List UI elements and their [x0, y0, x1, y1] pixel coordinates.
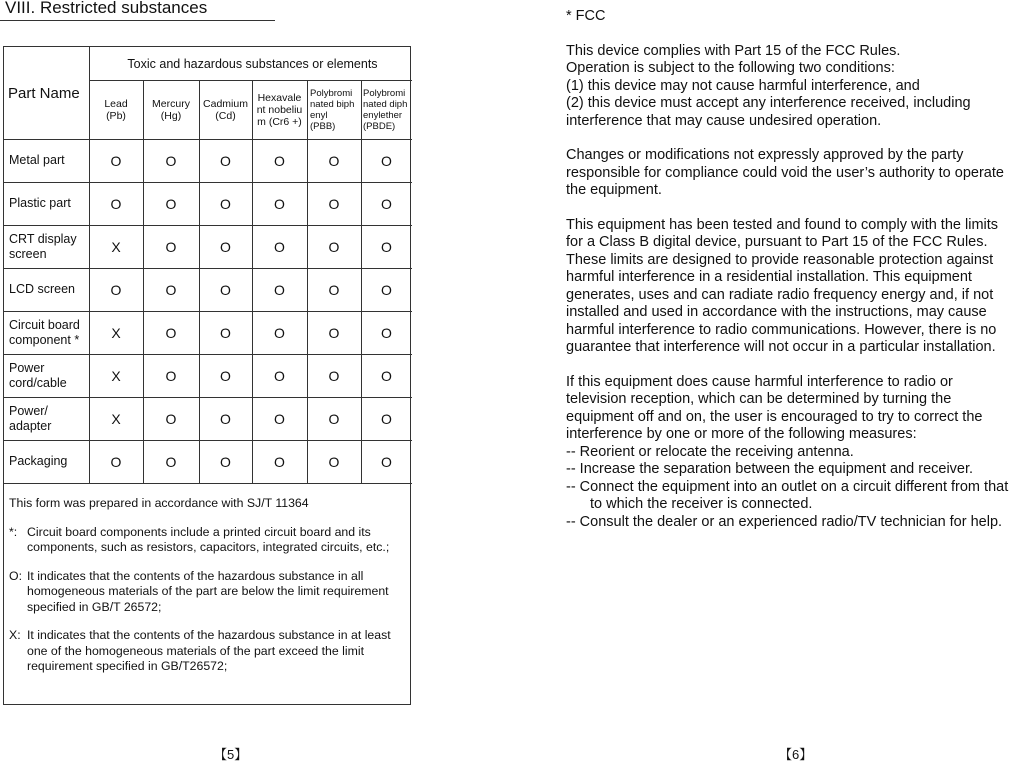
table-cell: X [111, 238, 121, 255]
substance-header-pbde: Polybromi nated diph enylether (PBDE) [363, 87, 408, 132]
row-label-power-adapter: Power/ adapter [9, 403, 52, 433]
section-title: VIII. Restricted substances [5, 0, 208, 17]
note-o: O: It indicates that the contents of the hazardous substance in all homogeneous materials of the part are below the limit requirement specified in GB/T 26572; [9, 568, 389, 614]
table-cell: X [111, 324, 121, 341]
table-cell: O [220, 324, 231, 341]
table-cell: O [274, 367, 285, 384]
table-rule [4, 483, 412, 484]
table-cell: O [328, 324, 340, 341]
page-number: 【5】 [214, 747, 248, 762]
row-label-packaging: Packaging [9, 454, 68, 468]
table-cell: O [328, 367, 340, 384]
table-cell: O [381, 195, 392, 212]
table-cell: O [381, 281, 392, 298]
table-cell: O [381, 410, 392, 427]
table-cell: O [328, 152, 340, 169]
note-asterisk: *: Circuit board components include a printed circuit board and its components, such as resistors, capacitors, integrated circuits, etc.; [9, 524, 390, 554]
substance-header-lead: Lead (Pb) [104, 97, 128, 122]
notes-intro: This form was prepared in accordance with SJ/T 11364 [9, 496, 309, 510]
fcc-measure: -- Increase the separation between the equipment and receiver. [566, 461, 974, 477]
fcc-paragraph: Operation is subject to the following two conditions: [566, 60, 895, 76]
fcc-paragraph: If this equipment does cause harmful interference to radio or television reception, which can be determined by turning the equipment off and on, the user is encouraged to try to correct the interference by one or more of the following measures: [566, 373, 983, 442]
row-label-power-cord-cable: Power cord/cable [9, 360, 67, 390]
fcc-measure: -- Reorient or relocate the receiving antenna. [566, 443, 854, 460]
table-cell: O [165, 453, 177, 470]
table-cell: O [165, 238, 177, 255]
table-cell: O [110, 152, 122, 169]
table-cell: O [165, 152, 177, 169]
table-cell: O [381, 453, 392, 470]
left-page [0, 0, 507, 761]
row-label-plastic-part: Plastic part [9, 196, 71, 210]
fcc-paragraph: This device complies with Part 15 of the FCC Rules. [566, 42, 901, 59]
table-cell: O [328, 238, 340, 255]
table-cell: O [165, 195, 177, 212]
table-cell: O [328, 453, 340, 470]
restricted-substances-table [3, 46, 411, 705]
group-header: Toxic and hazardous substances or elements [127, 56, 378, 71]
substance-header-cadmium: Cadmium (Cd) [203, 97, 248, 122]
fcc-paragraph: This equipment has been tested and found to comply with the limits for a Class B digital device, pursuant to Part 15 of the FCC Rules. These limits are designed to provide reasonable protection against harmful interference in a residential installation. This equipment generates, uses and can radiate radio frequency energy and, if not installed and used in accordance with the instructions, may cause harmful interference to radio communications. However, there is no guarantee that interference will not occur in a particular installation. [566, 216, 999, 355]
fcc-measure: -- Connect the equipment into an outlet on a circuit different from that to which the receiver is connected. [566, 478, 1009, 512]
table-cell: X [111, 410, 121, 427]
table-cell: O [165, 324, 177, 341]
table-cell: O [381, 238, 392, 255]
row-label-circuit-board-component: Circuit board component * [9, 317, 80, 347]
table-cell: O [110, 195, 122, 212]
table-cell: O [274, 195, 285, 212]
fcc-heading: * FCC [566, 8, 606, 24]
fcc-statement [566, 8, 1014, 531]
table-cell: O [328, 195, 340, 212]
substance-header-hexavalent-chromium: Hexavale nt nobeliu m (Cr6 +) [256, 91, 303, 128]
table-cell: O [220, 281, 231, 298]
table-cell: O [165, 410, 177, 427]
table-cell: O [274, 453, 285, 470]
table-cell: O [110, 453, 122, 470]
fcc-condition: (2) this device must accept any interference received, including interference that may cause undesired operation. [566, 95, 971, 129]
table-cell: O [328, 410, 340, 427]
row-label-crt-display-screen: CRT display screen [9, 231, 77, 261]
substance-header-pbb: Polybromi nated biph enyl (PBB) [310, 87, 355, 132]
table-cell: O [220, 195, 231, 212]
table-cell: O [274, 410, 285, 427]
fcc-condition: (1) this device may not cause harmful interference, and [566, 77, 920, 94]
table-cell: O [274, 152, 285, 169]
page-number: 【6】 [779, 747, 813, 762]
table-cell: O [220, 453, 231, 470]
table-cell: O [274, 281, 285, 298]
table-cell: O [381, 367, 392, 384]
table-cell: O [110, 281, 122, 298]
row-label-lcd-screen: LCD screen [9, 282, 75, 296]
note-x: X: It indicates that the contents of the hazardous substance in at least one of the homogeneous materials of the part exceed the limit requirement specified in GB/T26572; [9, 628, 391, 673]
table-cell: O [220, 367, 231, 384]
table-cell: O [381, 152, 392, 169]
fcc-paragraph: Changes or modifications not expressly approved by the party responsible for compliance could void the user’s authority to operate the equipment. [566, 147, 1004, 198]
table-cell: O [274, 324, 285, 341]
table-notes [9, 496, 409, 675]
table-cell: O [274, 238, 285, 255]
table-cell: O [220, 152, 231, 169]
table-cell: O [328, 281, 340, 298]
table-cell: X [111, 367, 121, 384]
row-label-metal-part: Metal part [9, 153, 65, 167]
table-cell: O [220, 238, 231, 255]
table-cell: O [220, 410, 231, 427]
substance-header-mercury: Mercury (Hg) [152, 97, 190, 122]
table-cell: O [165, 367, 177, 384]
table-cell: O [381, 324, 392, 341]
title-underline [0, 20, 275, 21]
table-cell: O [165, 281, 177, 298]
right-page [507, 0, 1014, 761]
fcc-measure: -- Consult the dealer or an experienced radio/TV technician for help. [566, 513, 1003, 530]
part-name-header: Part Name [8, 84, 80, 102]
